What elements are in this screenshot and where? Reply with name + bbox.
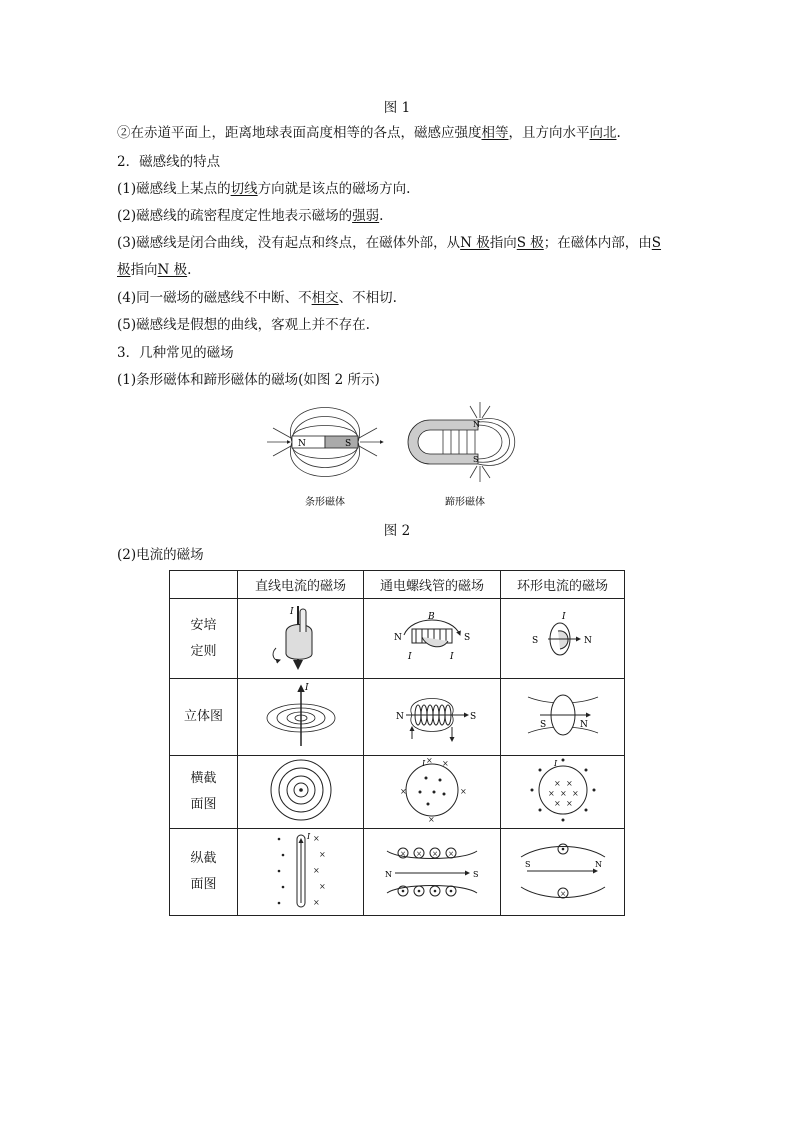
hand-straight-current-icon (266, 602, 336, 672)
cell-loop-cross (501, 756, 625, 829)
svg-text:I: I (561, 611, 566, 622)
table-header-corner (170, 571, 238, 599)
svg-text:×: × (547, 789, 555, 798)
row-label-ampere: 安培 定则 (170, 599, 238, 679)
svg-text:S: S (470, 712, 477, 722)
svg-text:×: × (428, 815, 435, 824)
straight-current-3d-diagram (261, 680, 341, 750)
bar-magnet-label: 条形磁体 (305, 497, 345, 508)
solenoid-3d-diagram (382, 683, 482, 747)
svg-text:×: × (565, 799, 573, 808)
cell-loop-ampere (501, 599, 625, 679)
row-label-longitudinal: 纵截 面图 (170, 829, 238, 916)
section-2-title: 2．磁感线的特点 (117, 154, 221, 170)
svg-text:×: × (442, 759, 449, 768)
svg-text:×: × (460, 787, 467, 796)
hand-loop-icon (518, 607, 608, 667)
table-row (170, 829, 625, 916)
subsection-2: (2)电流的磁场 (117, 547, 204, 563)
svg-text:×: × (553, 779, 561, 788)
svg-text:×: × (318, 850, 326, 859)
row-label-cross-section: 横截 面图 (170, 756, 238, 829)
subsection-1: (1)条形磁体和蹄形磁体的磁场(如图 2 所示) (117, 372, 380, 388)
svg-text:×: × (553, 799, 561, 808)
current-field-table (169, 570, 625, 916)
cell-solenoid-3d (364, 679, 501, 756)
section-3-title: 3．几种常见的磁场 (117, 345, 234, 361)
loop-3d-diagram (518, 683, 608, 747)
svg-text:S: S (473, 870, 479, 879)
svg-text:S: S (524, 860, 530, 869)
horseshoe-magnet-label: 蹄形磁体 (445, 497, 485, 508)
svg-text:N: N (385, 870, 392, 879)
svg-text:I: I (422, 759, 426, 768)
cell-solenoid-ampere (364, 599, 501, 679)
hand-solenoid-icon (382, 607, 482, 667)
svg-text:×: × (571, 789, 579, 798)
feature-item-4: (4)同一磁场的磁感线不中断、不相交、不相切. (117, 290, 397, 306)
svg-text:S: S (539, 720, 546, 730)
svg-text:×: × (416, 850, 422, 858)
table-header-loop: 环形电流的磁场 (501, 571, 625, 599)
feature-item-1: (1)磁感线上某点的切线方向就是该点的磁场方向. (117, 181, 411, 197)
figure-2-magnets (265, 398, 530, 516)
table-header-straight: 直线电流的磁场 (238, 571, 364, 599)
bar-magnet-diagram (267, 408, 383, 477)
cell-solenoid-cross (364, 756, 501, 829)
feature-item-3-cont: 极指向N 极. (117, 262, 192, 278)
svg-text:I: I (306, 832, 310, 841)
feature-item-2: (2)磁感线的疏密程度定性地表示磁场的强弱. (117, 208, 384, 224)
svg-text:S: S (464, 632, 471, 643)
svg-text:I: I (553, 759, 557, 768)
svg-text:I: I (289, 606, 294, 617)
svg-text:×: × (312, 898, 320, 907)
bar-n-label: N (298, 439, 306, 449)
feature-item-3: (3)磁感线是闭合曲线，没有起点和终点，在磁体外部，从N 极指向S 极；在磁体内部，由S (117, 235, 662, 251)
svg-text:×: × (448, 850, 454, 858)
svg-text:I: I (408, 651, 412, 662)
table-row (170, 679, 625, 756)
svg-text:N: N (394, 632, 402, 643)
horseshoe-n-label: N (473, 420, 480, 429)
cell-solenoid-longitudinal (364, 829, 501, 916)
horseshoe-magnet-diagram (408, 402, 515, 482)
loop-cross-diagram (518, 756, 608, 824)
svg-text:×: × (565, 779, 573, 788)
svg-text:N: N (594, 860, 602, 869)
cell-straight-cross (238, 756, 364, 829)
row-label-3d: 立体图 (170, 679, 238, 756)
svg-text:N: N (579, 720, 588, 730)
cell-straight-3d (238, 679, 364, 756)
bar-s-label: S (345, 439, 352, 449)
cell-loop-3d (501, 679, 625, 756)
straight-current-cross-diagram (266, 756, 336, 824)
solenoid-cross-diagram (382, 756, 482, 824)
cell-loop-longitudinal (501, 829, 625, 916)
figure-1-caption: 图 1 (383, 100, 411, 116)
straight-current-longitudinal-diagram (261, 829, 341, 911)
equator-line: ②在赤道平面上，距离地球表面高度相等的各点，磁感应强度相等，且方向水平向北. (117, 125, 621, 141)
table-row (170, 599, 625, 679)
figure-2-caption: 图 2 (383, 523, 411, 539)
solenoid-longitudinal-diagram (377, 835, 487, 905)
svg-text:×: × (559, 789, 567, 798)
cell-straight-longitudinal (238, 829, 364, 916)
svg-text:B: B (428, 611, 435, 622)
svg-text:×: × (312, 834, 320, 843)
feature-item-5: (5)磁感线是假想的曲线，客观上并不存在. (117, 317, 370, 333)
svg-text:I: I (450, 651, 454, 662)
svg-text:×: × (312, 866, 320, 875)
svg-text:N: N (396, 712, 404, 722)
table-header-solenoid: 通电螺线管的磁场 (364, 571, 501, 599)
horseshoe-s-label: S (473, 455, 479, 464)
svg-text:N: N (583, 635, 592, 646)
loop-longitudinal-diagram (513, 835, 613, 905)
svg-text:×: × (432, 850, 438, 858)
cell-straight-ampere (238, 599, 364, 679)
svg-text:S: S (531, 635, 538, 646)
svg-text:×: × (400, 850, 406, 858)
table-header-row (170, 571, 625, 599)
svg-text:I: I (304, 683, 309, 693)
svg-text:×: × (318, 882, 326, 891)
svg-text:×: × (400, 787, 407, 796)
svg-text:×: × (559, 890, 566, 898)
table-row (170, 756, 625, 829)
svg-text:×: × (426, 756, 433, 765)
